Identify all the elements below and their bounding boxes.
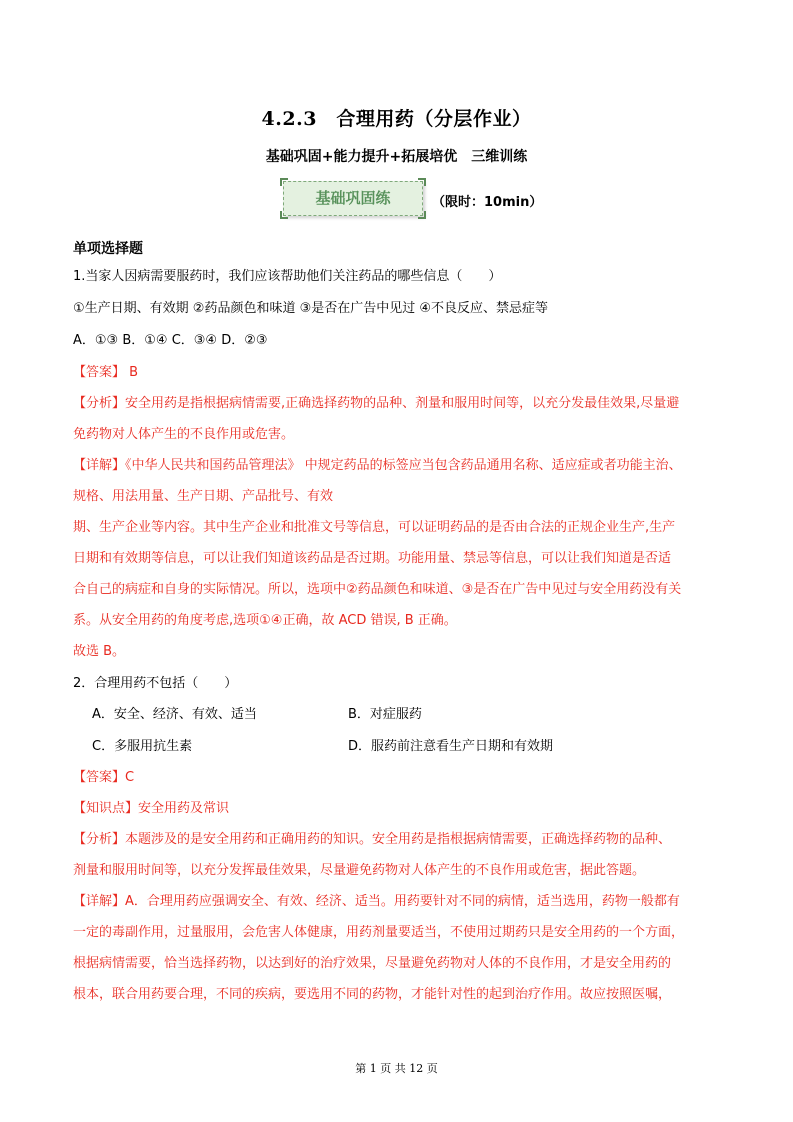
q2-stem: 2．合理用药不包括（ ） [73,676,238,691]
time-limit: （限时：10min） [432,195,543,210]
q1-conclusion: 故选 B。 [73,644,126,659]
page-number-footer: 第 1 页 共 12 页 [355,1062,438,1075]
q2-analysis-line: 【分析】本题涉及的是安全用药和正确用药的知识。安全用药是指根据病情需要，正确选择药物的品种、 [73,832,672,847]
q2-answer: 【答案】C [73,770,135,785]
section-heading: 单项选择题 [73,241,143,257]
q2-option-b: B．对症服药 [348,707,422,722]
q2-detail-line: 【详解】A．合理用药应强调安全、有效、经济、适当。用药要针对不同的病情，适当选用，药物一般都有 [73,894,680,909]
q1-analysis-line: 【分析】安全用药是指根据病情需要,正确选择药物的品种、剂量和服用时间等，以充分发最佳效果,尽量避 [73,396,680,411]
q1-detail-line: 日期和有效期等信息，可以让我们知道该药品是否过期。功能用量、禁忌等信息，可以让我们知道是否适 [73,551,672,566]
corner-mark [418,211,426,219]
q1-analysis-line: 免药物对人体产生的不良作用或危害。 [73,427,295,442]
q1-detail-line: 期、生产企业等内容。其中生产企业和批准文号等信息，可以证明药品的是否由合法的正规企业生产,生产 [73,520,676,535]
corner-mark [418,178,426,186]
q1-items: ①生产日期、有效期 ②药品颜色和味道 ③是否在广告中见过 ④不良反应、禁忌症等 [73,301,549,316]
q1-detail-line: 【详解】《中华人民共和国药品管理法》 中规定药品的标签应当包含药品通用名称、适应症或者功能主治、 [73,458,682,473]
page-subtitle: 基础巩固+能力提升+拓展培优 三维训练 [265,149,528,165]
q2-detail-line: 根本，联合用药要合理，不同的疾病，要选用不同的药物，才能针对性的起到治疗作用。故应按照医嘱， [73,987,672,1002]
q1-detail-line: 合自己的病症和自身的实际情况。所以，选项中②药品颜色和味道、③是否在广告中见过与安全用药没有关 [73,582,682,597]
q2-analysis-line: 剂量和服用时间等，以充分发挥最佳效果，尽量避免药物对人体产生的不良作用或危害，据此答题。 [73,863,646,878]
q2-option-c: C．多服用抗生素 [92,739,193,754]
corner-mark [280,211,288,219]
q1-answer: 【答案】 B [73,365,139,380]
practice-label: 基础巩固练 [315,189,391,207]
q2-option-a: A．安全、经济、有效、适当 [92,707,257,722]
page-title: 4.2.3 合理用药（分层作业） [261,108,532,130]
corner-mark [280,178,288,186]
q2-option-d: D．服药前注意看生产日期和有效期 [348,739,554,754]
q2-knowledge-point: 【知识点】安全用药及常识 [73,801,230,816]
q1-detail-line: 系。从安全用药的角度考虑,选项①④正确，故 ACD 错误, B 正确。 [73,613,457,628]
q2-detail-line: 根据病情需要，恰当选择药物，以达到好的治疗效果，尽量避免药物对人体的不良作用，才是安全用药的 [73,956,672,971]
practice-level-badge [283,181,423,216]
q2-detail-line: 一定的毒副作用，过量服用，会危害人体健康，用药剂量要适当，不使用过期药只是安全用药的一个方面， [73,925,685,940]
q1-options: A．①③ B．①④ C．③④ D．②③ [73,333,268,348]
q1-stem: 1.当家人因病需要服药时，我们应该帮助他们关注药品的哪些信息（ ） [73,269,502,284]
q1-detail-line: 规格、用法用量、生产日期、产品批号、有效 [73,489,334,504]
